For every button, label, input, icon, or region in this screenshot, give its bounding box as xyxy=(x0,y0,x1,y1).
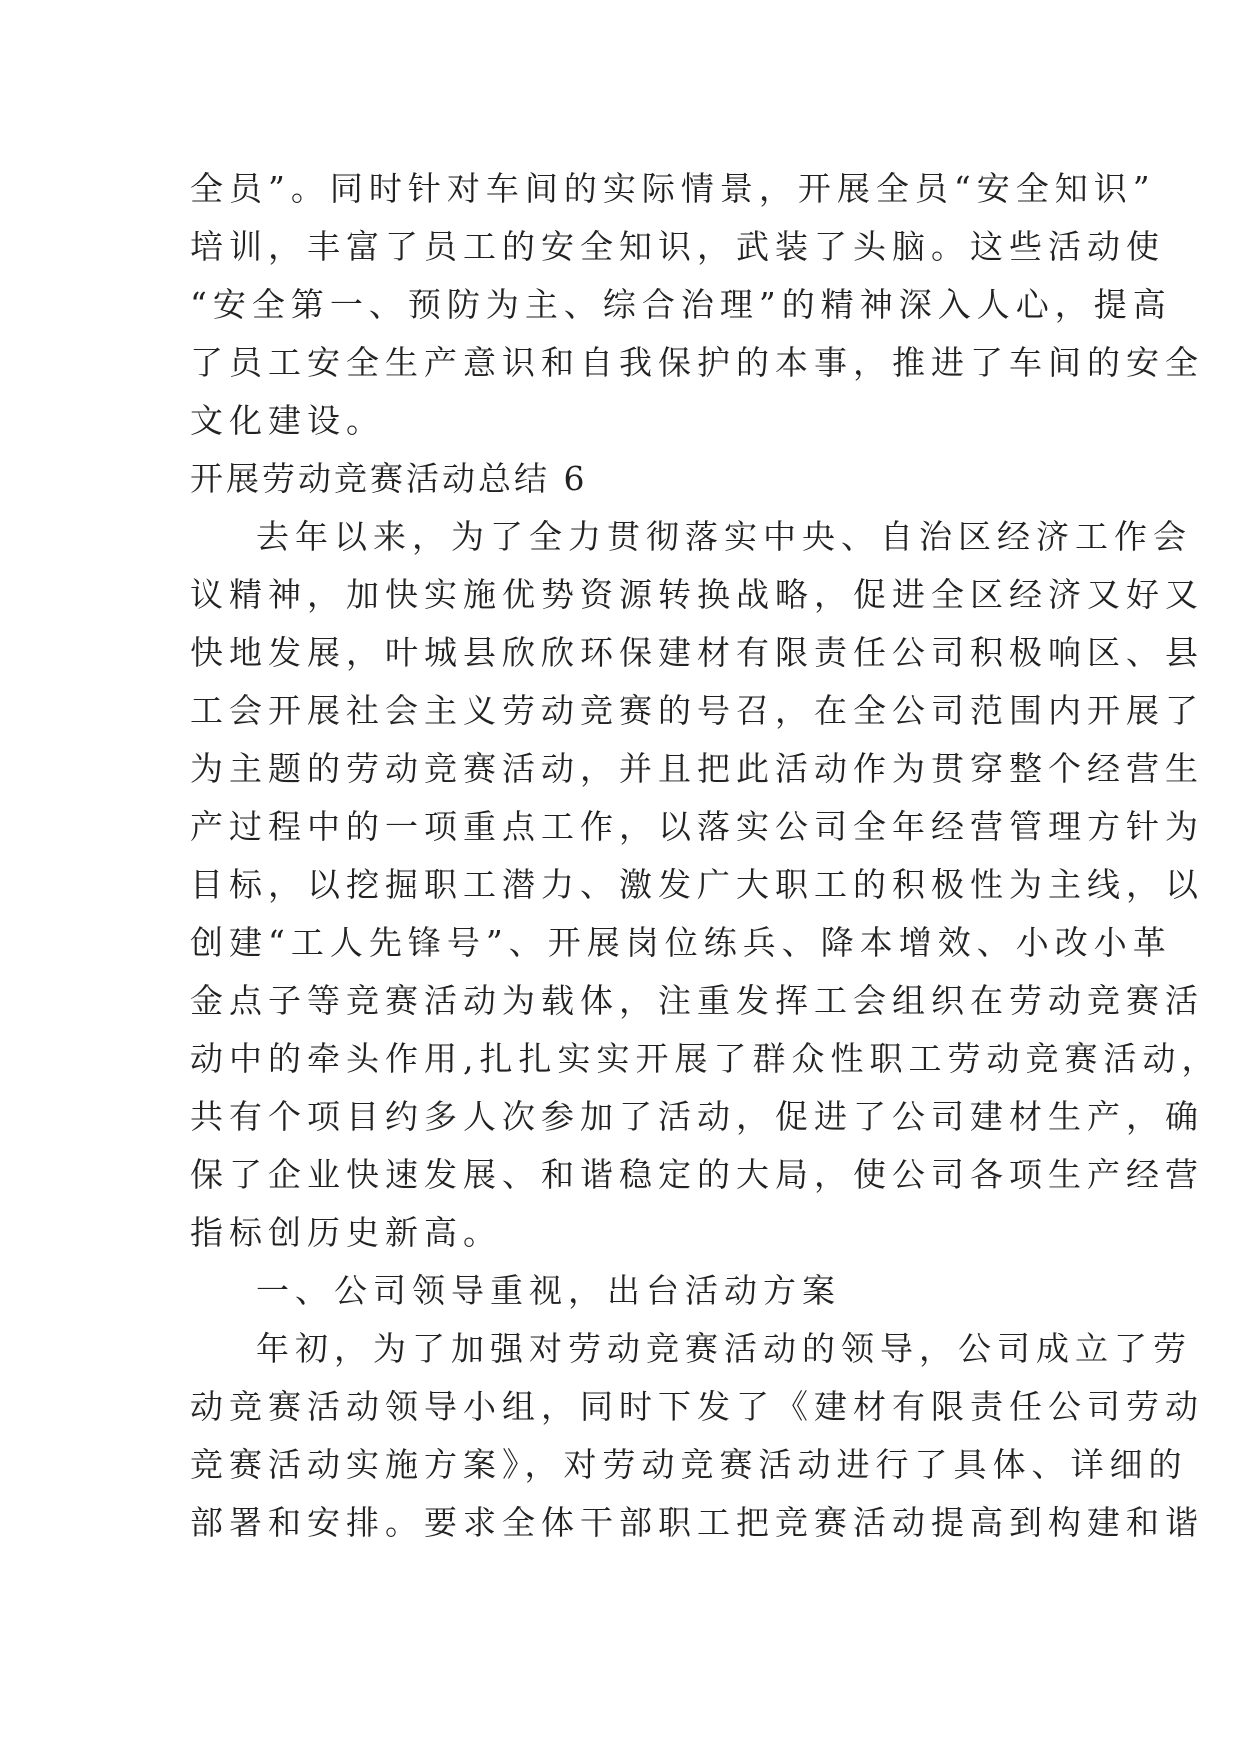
text-line: 共有个项目约多人次参加了活动，促进了公司建材生产，确 xyxy=(190,1097,1204,1136)
text-line: 动竞赛活动领导小组，同时下发了《建材有限责任公司劳动 xyxy=(190,1387,1204,1426)
text-line: 竞赛活动实施方案》，对劳动竞赛活动进行了具体、详细的 xyxy=(190,1445,1188,1484)
text-line: 动中的牵头作用,扎扎实实开展了群众性职工劳动竞赛活动， xyxy=(190,1039,1221,1078)
text-line: 创建“工人先锋号”、开展岗位练兵、降本增效、小改小革 xyxy=(190,923,1172,962)
text-line: “安全第一、预防为主、综合治理”的精神深入人心，提高 xyxy=(190,285,1172,324)
text-line: 金点子等竞赛活动为载体，注重发挥工会组织在劳动竞赛活 xyxy=(190,981,1204,1020)
text-line: 文化建设。 xyxy=(190,401,385,440)
text-line: 快地发展，叶城县欣欣环保建材有限责任公司积极响区、县 xyxy=(190,633,1204,672)
text-line: 指标创历史新高。 xyxy=(190,1213,502,1252)
section-heading: 开展劳动竞赛活动总结 6 xyxy=(190,459,588,498)
text-line: 年初，为了加强对劳动竞赛活动的领导，公司成立了劳 xyxy=(256,1329,1192,1368)
text-line: 保了企业快速发展、和谐稳定的大局，使公司各项生产经营 xyxy=(190,1155,1204,1194)
text-line: 了员工安全生产意识和自我保护的本事，推进了车间的安全 xyxy=(190,343,1204,382)
text-line: 去年以来，为了全力贯彻落实中央、自治区经济工作会 xyxy=(256,517,1192,556)
text-line: 产过程中的一项重点工作，以落实公司全年经营管理方针为 xyxy=(190,807,1204,846)
text-line: 工会开展社会主义劳动竞赛的号召，在全公司范围内开展了 xyxy=(190,691,1204,730)
text-line: 培训，丰富了员工的安全知识，武装了头脑。这些活动使 xyxy=(190,227,1165,266)
text-line: 目标，以挖掘职工潜力、激发广大职工的积极性为主线，以 xyxy=(190,865,1204,904)
document-body xyxy=(190,160,1221,1552)
text-line: 为主题的劳动竞赛活动，并且把此活动作为贯穿整个经营生 xyxy=(190,749,1204,788)
text-line: 议精神，加快实施优势资源转换战略，促进全区经济又好又 xyxy=(190,575,1204,614)
text-line: 一、公司领导重视，出台活动方案 xyxy=(256,1271,841,1310)
text-line: 全员”。同时针对车间的实际情景，开展全员“安全知识” xyxy=(190,169,1156,208)
text-line: 部署和安排。要求全体干部职工把竞赛活动提高到构建和谐 xyxy=(190,1503,1204,1542)
